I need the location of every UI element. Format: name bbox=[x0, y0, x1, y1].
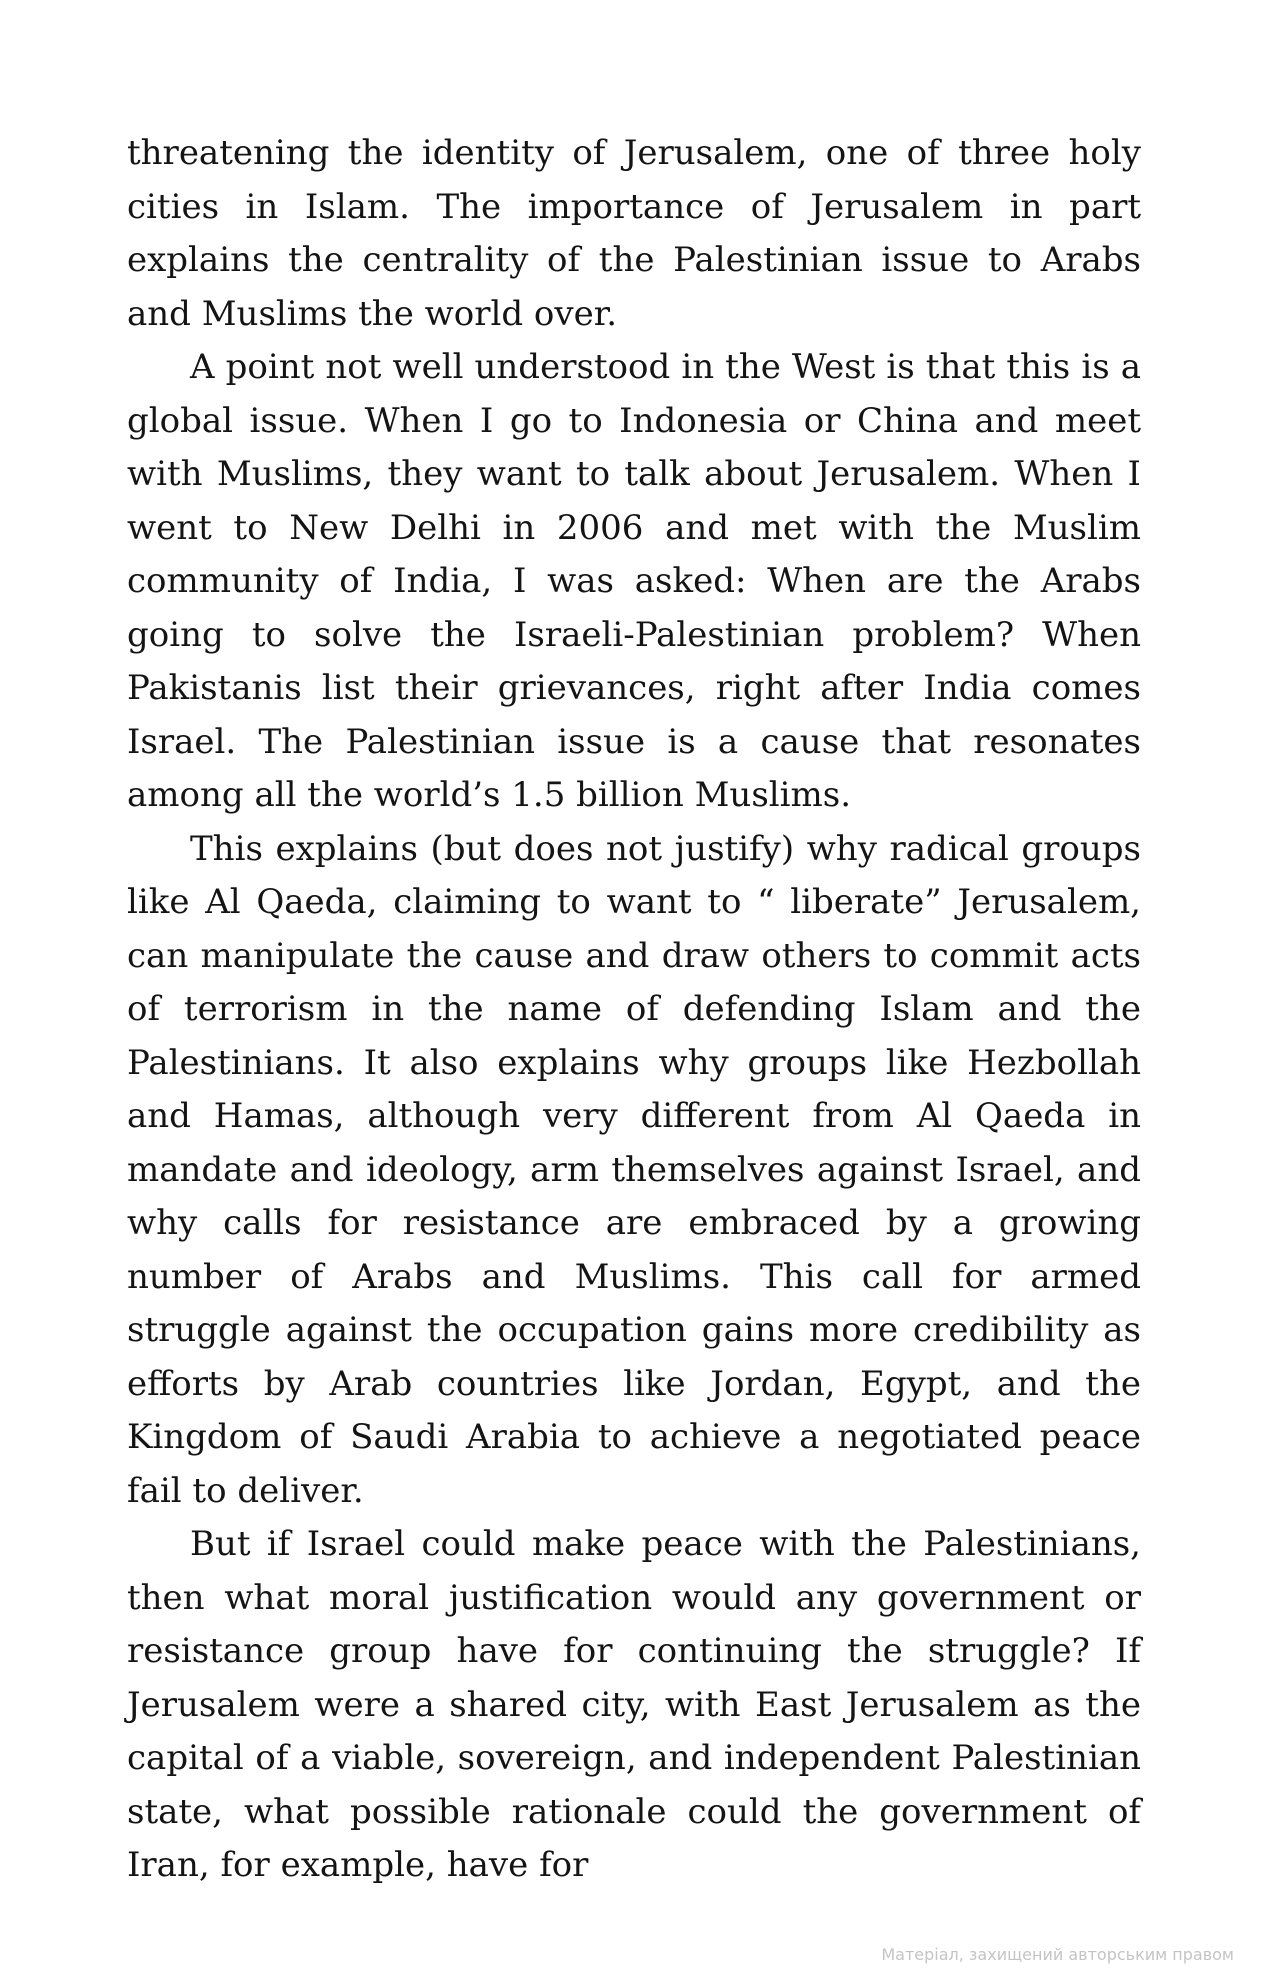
paragraph-1: threatening the identity of Jerusalem, one of three holy cities in Islam. The importance of Jerusalem in part explains the centrality of the Palestinian issue to Arabs and Muslims the world over. bbox=[127, 133, 1141, 334]
paragraph-4: But if Israel could make peace with the Palestinians, then what moral justification would any government or resistance group have for continuing the struggle? If Jerusalem were a shared city, with East Jerusalem as the capital of a viable, sovereign, and independent Palestinian state, what possible rationale could the government of Iran, for example, have for bbox=[127, 1524, 1141, 1885]
paragraph-2: A point not well understood in the West is that this is a global issue. When I go to Indonesia or China and meet with Muslims, they want to talk about Jerusalem. When I went to New Delhi in 2006 and met with the Muslim community of India, I was asked: When are the Arabs going to solve the Israeli-Palestinian problem? When Pakistanis list their grievances, right after India comes Israel. The Palestinian issue is a cause that resonates among all the world’s 1.5 billion Muslims. bbox=[127, 347, 1141, 815]
copyright-watermark: Матеріал, захищений авторським правом bbox=[881, 1945, 1234, 1964]
paragraph-3: This explains (but does not justify) why radical groups like Al Qaeda, claiming to want to “ liberate” Jerusalem, can manipulate the cause and draw others to commit acts of terrorism in the name of defending Islam and the Palestinians. It also explains why groups like Hezbollah and Hamas, although very different from Al Qaeda in mandate and ideology, arm themselves against Israel, and why calls for resistance are embraced by a growing number of Arabs and Muslims. This call for armed struggle against the occupation gains more credibility as efforts by Arab countries like Jordan, Egypt, and the Kingdom of Saudi Arabia to achieve a negotiated peace fail to deliver. bbox=[127, 828, 1141, 1511]
body-text bbox=[127, 127, 1141, 1893]
